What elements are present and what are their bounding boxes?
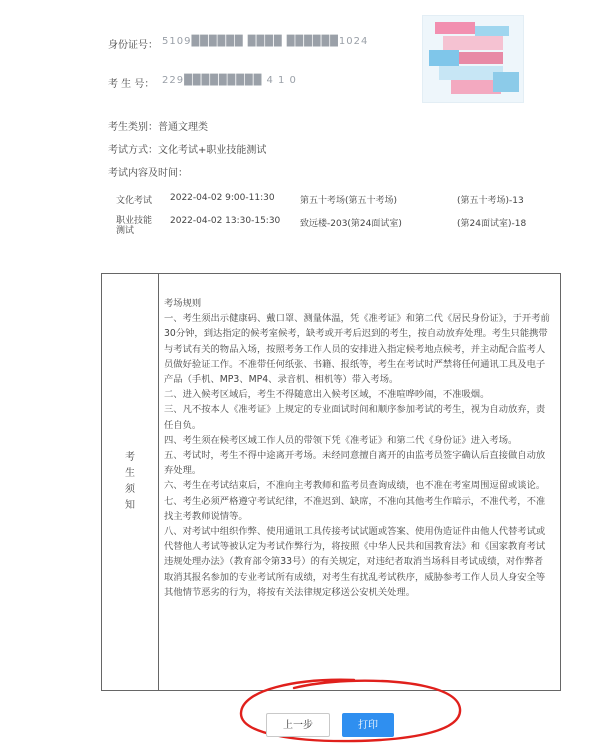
schedule-time: 2022-04-02 9:00-11:30: [170, 193, 275, 203]
rule-paragraph: 三、凡不按本人《准考证》上规定的专业面试时间和顺序参加考试的考生，视为自动放弃，责任自负。: [164, 404, 546, 431]
notice-side-label: [102, 274, 158, 690]
notice-side-char: 生: [125, 468, 135, 479]
rule-paragraph: 一、考生须出示健康码、戴口罩、测量体温，凭《准考证》和第二代《居民身份证》，于开考前30分钟，到达指定的候考室候考，缺考或开考后迟到的考生，按自动放弃处理。考生只能携带与考试有关的物品入场，按照考务工作人员的安排进入指定候考地点候考，并主动配合监考人员做好验证工作。不准带任何纸张、书籍、报纸等，考生在考试时严禁将任何通讯工具及电子产品（手机、MP3、MP4、录音机、相机等）带入考场。: [164, 313, 550, 386]
id-number-label: 身份证号：: [108, 40, 158, 51]
exam-rules: [164, 296, 552, 600]
schedule-room: 致远楼-203(第24面试室): [300, 219, 402, 229]
id-number-value: 5109██████ ████ ██████1024: [162, 36, 369, 47]
candidate-photo: [422, 15, 524, 103]
table-divider: [158, 274, 159, 690]
notice-side-char: 须: [125, 484, 135, 495]
rules-title: 考场规则: [164, 298, 202, 309]
schedule-seat: (第五十考场)-13: [457, 196, 524, 206]
exam-method: 考试方式：文化考试+职业技能测试: [108, 145, 267, 156]
exam-content-time-label: 考试内容及时间：: [108, 168, 188, 179]
exam-category: 考生类别：普通文理类: [108, 122, 208, 133]
exam-number-label: 考 生 号：: [108, 79, 155, 90]
rule-paragraph: 七、考生必须严格遵守考试纪律，不准迟到、缺席，不准向其他考生作暗示，不准代考，不准找主考教师说情等。: [164, 495, 546, 522]
rule-paragraph: 五、考试时，考生不得中途离开考场。未经同意擅自离开的由监考员签字确认后直接做自动放弃处理。: [164, 450, 546, 477]
schedule-subject-line2: 测试: [116, 226, 135, 236]
notice-side-char: 考: [125, 452, 135, 463]
rule-paragraph: 八、对考试中组织作弊、使用通讯工具传接考试试题或答案、使用伪造证件由他人代替考试或代替他人考试等被认定为考试作弊行为，将按照《中华人民共和国教育法》和《国家教育考试违规处理办法》（教育部令第33号）的有关规定，对违纪者取消当场科目考试成绩，对作弊者取消其报名参加的专业考试所有成绩，对考生有扰乱考试秩序，威胁参考工作人员人身安全等其他情节恶劣的行为，将按有关法律规定移送公安机关处理。: [164, 526, 546, 598]
rule-paragraph: 二、进入候考区域后，考生不得随意出入候考区域，不准喧哗吵闹，不准吸烟。: [164, 389, 490, 401]
print-button[interactable]: 打印: [342, 713, 394, 737]
schedule-seat: (第24面试室)-18: [457, 219, 527, 229]
schedule-room: 第五十考场(第五十考场): [300, 196, 398, 206]
schedule-subject: 职业技能: [116, 216, 153, 226]
rule-paragraph: 四、考生须在候考区域工作人员的带领下凭《准考证》和第二代《身份证》进入考场。: [164, 434, 518, 446]
rule-paragraph: 六、考生在考试结束后，不准向主考教师和监考员查询成绩，也不准在考室周围逗留或谈论。: [164, 480, 546, 492]
schedule-time: 2022-04-02 13:30-15:30: [170, 216, 281, 226]
notice-side-char: 知: [125, 500, 135, 511]
exam-notice-table: [101, 273, 561, 691]
exam-number-value: 229█████████ 4 1 0: [162, 75, 297, 86]
previous-step-button[interactable]: 上一步: [266, 713, 330, 737]
schedule-row: [116, 213, 556, 247]
schedule-subject: 文化考试: [116, 196, 153, 206]
